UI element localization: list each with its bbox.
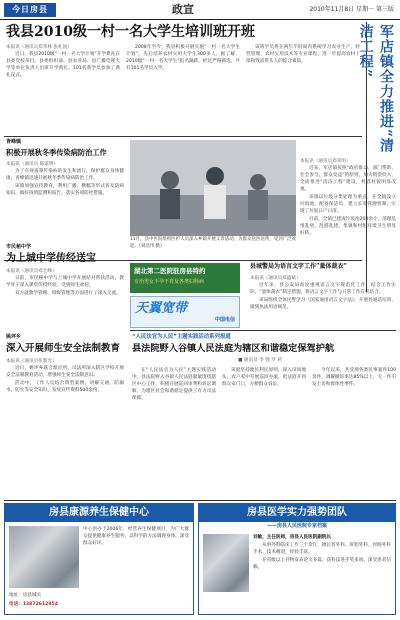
school-paragraph: 日前，市民秘中学与上城中学开展结对帮扶活动，教学骨干深入课堂传授经验，受到师生欢迎。 [6, 276, 124, 288]
safety-paragraph: 活动中，工作人员结合典型案例，讲解交通、防溺水、防火等安全知识，发放宣传资料500余份。 [6, 381, 124, 393]
school-story-body [6, 268, 124, 330]
court-byline: ■ 通讯员 李 强 罗 莉 [238, 358, 282, 363]
masthead [0, 0, 400, 20]
lead-column-3 [246, 44, 360, 134]
hospital-ad [130, 263, 240, 293]
vertical-byline: 本报讯（通讯员郑荣明） [300, 159, 351, 164]
vertical-paragraph: 近来，军店镇按照“政府推动、部门帮助、社会参与、群众受益”的原则，加大资金投入，全面推进“清洁工程”建设，村容村貌明显改观。 [300, 166, 396, 192]
healthcare-banner: 房县康源养生保健中心 [5, 504, 193, 522]
ad-title: 湖北第二医院驻房县特约 [134, 267, 206, 275]
lead-column-1 [6, 44, 120, 134]
court-headline: 县法院野入谷镇人民法庭为辖区和谐稳定保驾护航 [132, 343, 335, 354]
ad-subtitle: 专治男女不孕不育及各类妇科病 [134, 279, 205, 285]
lead-paragraph: 该班学员将在两年半时间内系统学习农业生产、经营管理、农村实用技术等专业课程，进一步提高农村干部和致富带头人的综合素质。 [246, 45, 360, 64]
story-paragraph: 该镇加强宣传教育，利用广播、横幅等形式普及防病知识，做好疫情监测和报告，落实各项防控措施。 [6, 184, 124, 196]
story-kicker: 市民秘中学 [6, 244, 32, 250]
paper-logo: 今日房县 [4, 3, 56, 17]
ad-brand: 天翼宽带 [135, 301, 188, 316]
vertical-headline: 军店镇全力推进“清洁工程” [357, 24, 394, 154]
police-paragraph: 近年来，县公安局高度重视语言文字规范化工作，结合工作实际，“量体裁衣”制定措施，将语言文字工作与日常工作有机结合。 [250, 283, 396, 295]
safety-headline: 深入开展师生安全法制教育 [6, 343, 121, 354]
safety-story-body [6, 358, 124, 498]
court-column-2 [222, 367, 306, 495]
hospital-profile [198, 503, 396, 615]
police-headline: 县城警局为语言文字工作”量体裁衣” [250, 263, 347, 270]
court-column-3 [312, 367, 396, 495]
ad-slogan: 中国电信 [214, 316, 235, 323]
safety-paragraph: 近日，姚坪乡联合派出所、司法所深入辖区学校开展安全法制教育活动，增强师生安全法制意识。 [6, 366, 124, 378]
doctor-bio [253, 542, 391, 612]
lead-headline: 我县2010级一村一名大学生培训班开班 [6, 24, 255, 40]
story-paragraph: 为了有效遏制传染病的发生和流行，保护群众身体健康，青峰镇迅速开展秋冬季传染病防治工作。 [6, 169, 124, 181]
school-byline: 本报讯（通讯员邓宏峰） [6, 269, 57, 274]
broadband-ad [130, 296, 240, 328]
healthcare-address: 地址：房县城关 [9, 593, 42, 598]
doctor-paragraph: 在省级以上刊物发表论文多篇，获科技进步奖多项，深受患者信赖。 [253, 558, 391, 570]
story-body [6, 161, 124, 239]
police-paragraph: 该局组织全体民警学习《国家通用语言文字法》，开展普通话培训，做到执法用语规范。 [250, 298, 396, 310]
story-kicker: 青峰镇 [6, 139, 22, 145]
healthcare-ad [4, 503, 194, 615]
vertical-paragraph: 该镇以垃圾分类处理为重点，在全镇设立垃圾池，配备保洁员，建立长效管理机制，实现了垃圾日产日清。 [300, 195, 396, 214]
story-headline: 积极开展秋冬季传染病防治工作 [6, 148, 107, 157]
story-byline: 本报讯（通讯员 陈道明） [6, 162, 58, 167]
police-byline: 本报讯（通讯员郑盛斌） [250, 276, 301, 281]
hospital-banner: 房县医学实力强势团队 [199, 504, 395, 522]
vertical-paragraph: 目前，全镇已建成垃圾池200余个，清理乱堆乱放、乱搭乱建，集镇和村组环境卫生明显好转。 [300, 217, 396, 236]
safety-byline: 本报讯（通讯员张黎光） [6, 359, 57, 364]
court-column-1 [132, 367, 216, 495]
court-paragraph: 今年以来，共受理各类民事案件100余件，调解撤诉率达85%以上，无一件引发上访和群体性事件。 [312, 368, 396, 387]
lead-byline: 本报讯（通讯员郑邦林 张礼国） [6, 45, 72, 50]
photo-caption: 11月，县中医院组织医护人员深入乡镇开展义诊活动，为群众送医送药，受到广泛欢迎。（刘浩伟 摄） [130, 237, 296, 249]
school-headline: 为上城中学传经送宝 [6, 253, 96, 264]
school-paragraph: 双方就教学管理、班级管理等方面进行了深入交流。 [15, 291, 121, 296]
hospital-subtitle: ——房县人民医院专家档案 [266, 523, 327, 529]
healthcare-phone: 电话：13872612954 [9, 602, 58, 607]
doctor-name: 刘敏，主任医师，房县人民医院副院长 [253, 535, 332, 540]
issue-date: 2010年11月8日 星期一 第三版 [309, 6, 394, 13]
lead-paragraph: 近日，我县2010级“一村一名大学计划”开学典礼在县委党校举行。县委组织部、县农业局、县广播电视大学等单位负责人出席开学典礼。101名新学员参加了典礼仪式。 [6, 52, 120, 78]
photo-illustration [130, 140, 296, 236]
court-paragraph: 在“人民法官为人民”主题实践活动中，县法院野入谷镇人民法庭紧紧围绕辖区中心工作，积极开展巡回审判和诉讼调解，为辖区社会和谐稳定提供了有力司法保障。 [132, 368, 216, 401]
lead-column-2 [126, 44, 240, 134]
healthcare-photo [9, 526, 79, 588]
police-story-body [250, 275, 396, 323]
court-paragraph: 该庭坚持便民利民原则，深入田间地头、农户家中开展巡回办案，把法庭开到群众家门口，方便群众诉讼。 [222, 368, 306, 387]
section-title: 政宣 [172, 3, 194, 16]
doctor-paragraph: 从事外科临床工作三十余年，擅长普外科、肝胆外科、胃肠外科手术，技术精湛，经验丰富。 [253, 543, 391, 555]
doctor-portrait [203, 534, 249, 592]
lead-paragraph: 2008年至今，我县积极开展实施“一村一名大学生计划”，先后培养农村实用大学生300多人。据了解，2010级“一村一名大学生”报名踊跃，经过严格筛选，共有101名学员入学。 [126, 45, 240, 71]
story-kicker: 姚坪乡 [6, 334, 22, 340]
healthcare-text: 中心创办于2006年，经营养生保健项目，为广大群众提供健康养生服务，以科学的方法调理身体，深受群众好评。 [83, 527, 189, 546]
series-label: “人民法官为人民”主题实践活动系列报道 [132, 334, 231, 340]
news-photo [130, 140, 296, 236]
